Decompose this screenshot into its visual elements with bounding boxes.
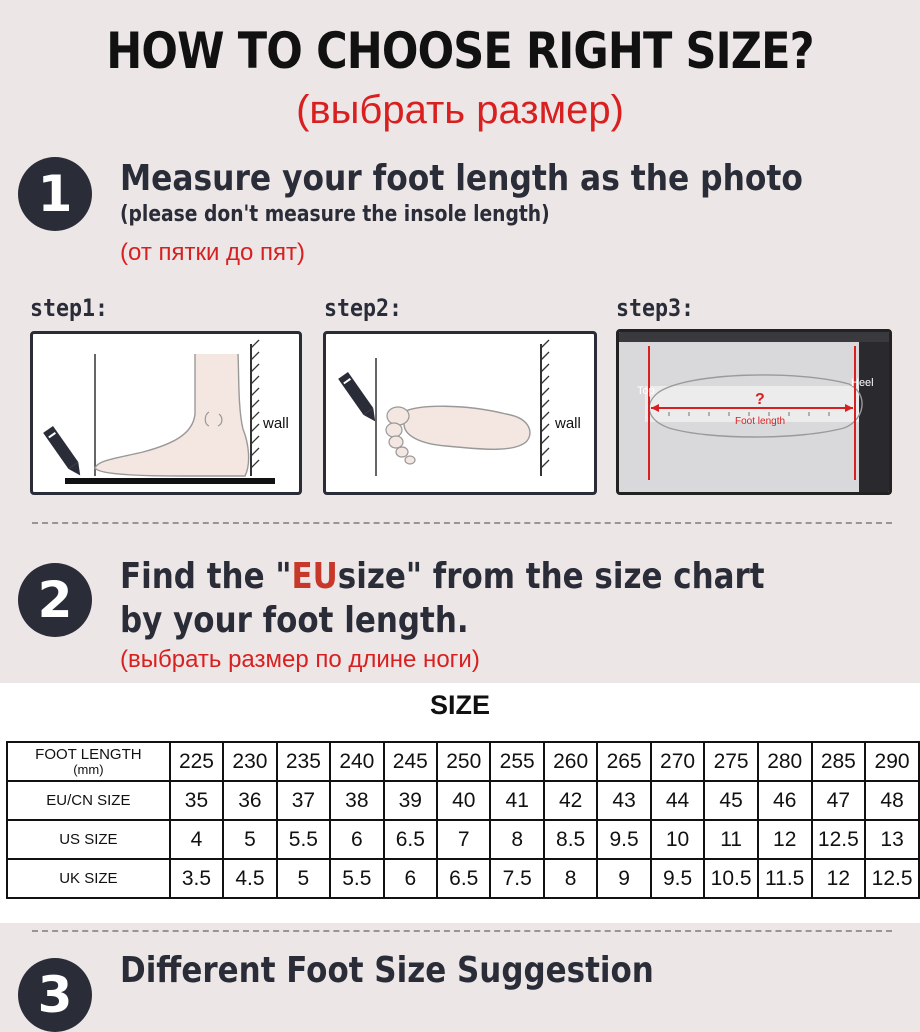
table-cell: 37 — [277, 781, 330, 820]
table-cell: 245 — [384, 742, 437, 781]
table-cell: 7.5 — [490, 859, 543, 898]
size-chart-table — [6, 741, 920, 899]
table-row — [7, 820, 919, 859]
table-cell: 47 — [812, 781, 866, 820]
table-cell: 46 — [758, 781, 812, 820]
table-cell: 12.5 — [865, 859, 919, 898]
table-cell: 250 — [437, 742, 490, 781]
table-cell: 41 — [490, 781, 543, 820]
table-cell: 4.5 — [223, 859, 276, 898]
step1-label: step1: — [30, 294, 109, 322]
step3-top-label: Top — [637, 385, 655, 397]
table-cell: 43 — [597, 781, 650, 820]
step3-photo — [616, 329, 892, 495]
table-cell: 48 — [865, 781, 919, 820]
table-cell: 265 — [597, 742, 650, 781]
table-cell: 3.5 — [170, 859, 223, 898]
step-number-3-badge: 3 — [18, 958, 92, 1032]
table-cell: 8 — [544, 859, 597, 898]
step2-wall-label: wall — [555, 415, 581, 432]
row-header: UK SIZE — [7, 859, 170, 898]
section2-heading-eu: EU — [291, 556, 338, 597]
table-cell: 12 — [758, 820, 812, 859]
section1-note: (please don't measure the insole length) — [120, 202, 550, 227]
table-cell: 6.5 — [437, 859, 490, 898]
table-cell: 10.5 — [704, 859, 758, 898]
table-cell: 45 — [704, 781, 758, 820]
table-cell: 225 — [170, 742, 223, 781]
table-cell: 9 — [597, 859, 650, 898]
table-cell: 230 — [223, 742, 276, 781]
table-cell: 7 — [437, 820, 490, 859]
table-cell: 270 — [651, 742, 704, 781]
table-cell: 42 — [544, 781, 597, 820]
step1-wall-label: wall — [263, 415, 289, 432]
step-number-2-badge: 2 — [18, 563, 92, 637]
step3-question-mark: ? — [755, 391, 765, 408]
table-cell: 6.5 — [384, 820, 437, 859]
step3-foot-length-label: Foot length — [735, 416, 786, 427]
table-cell: 40 — [437, 781, 490, 820]
step3-heel-label: Heel — [851, 377, 874, 389]
table-row — [7, 742, 919, 781]
table-cell: 9.5 — [597, 820, 650, 859]
table-cell: 35 — [170, 781, 223, 820]
page-title: HOW TO CHOOSE RIGHT SIZE? — [106, 22, 814, 80]
divider-1 — [32, 522, 892, 524]
table-cell: 12.5 — [812, 820, 866, 859]
section2-heading-post: size" from the size chart — [337, 556, 765, 597]
divider-2 — [32, 930, 892, 932]
step3-label: step3: — [616, 294, 695, 322]
table-cell: 5.5 — [277, 820, 330, 859]
table-cell: 5.5 — [330, 859, 383, 898]
table-cell: 285 — [812, 742, 866, 781]
section2-heading — [120, 556, 765, 597]
section2-heading-line2: by your foot length. — [120, 600, 469, 641]
step2-label: step2: — [324, 294, 403, 322]
page-subtitle-ru: (выбрать размер) — [296, 88, 624, 132]
table-cell: 39 — [384, 781, 437, 820]
step2-illustration — [323, 331, 597, 495]
section3-heading: Different Foot Size Suggestion — [120, 950, 654, 991]
table-cell: 240 — [330, 742, 383, 781]
table-cell: 13 — [865, 820, 919, 859]
table-cell: 8 — [490, 820, 543, 859]
table-cell: 255 — [490, 742, 543, 781]
table-row — [7, 859, 919, 898]
table-cell: 11 — [704, 820, 758, 859]
section1-heading: Measure your foot length as the photo — [120, 158, 803, 199]
section2-heading-pre: Find the " — [120, 556, 292, 597]
table-cell: 5 — [277, 859, 330, 898]
row-header-sublabel: (mm) — [73, 761, 104, 777]
table-cell: 6 — [330, 820, 383, 859]
table-row — [7, 781, 919, 820]
table-cell: 36 — [223, 781, 276, 820]
table-cell: 280 — [758, 742, 812, 781]
row-header-label: FOOT LENGTH — [35, 745, 142, 763]
table-cell: 8.5 — [544, 820, 597, 859]
row-header: US SIZE — [7, 820, 170, 859]
table-cell: 10 — [651, 820, 704, 859]
step1-illustration — [30, 331, 302, 495]
size-chart-title: SIZE — [429, 690, 490, 720]
table-cell: 11.5 — [758, 859, 812, 898]
row-header: EU/CN SIZE — [7, 781, 170, 820]
section2-note-ru: (выбрать размер по длине ноги) — [120, 646, 480, 673]
table-cell: 275 — [704, 742, 758, 781]
table-cell: 44 — [651, 781, 704, 820]
table-cell: 6 — [384, 859, 437, 898]
table-cell: 5 — [223, 820, 276, 859]
table-cell: 290 — [865, 742, 919, 781]
table-cell: 38 — [330, 781, 383, 820]
table-cell: 4 — [170, 820, 223, 859]
table-cell: 12 — [812, 859, 866, 898]
table-cell: 235 — [277, 742, 330, 781]
row-header — [7, 742, 170, 781]
section1-note-ru: (от пятки до пят) — [120, 239, 306, 266]
table-cell: 260 — [544, 742, 597, 781]
table-cell: 9.5 — [651, 859, 704, 898]
step-number-1-badge: 1 — [18, 157, 92, 231]
